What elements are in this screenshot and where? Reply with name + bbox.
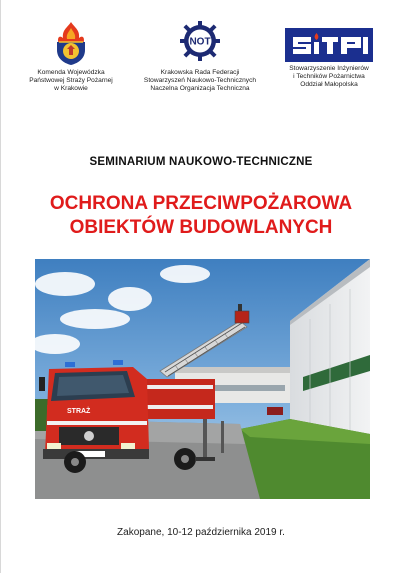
sitp-caption-line-1: Stowarzyszenie Inżynierów [289,65,369,72]
not-caption-line-1: Krakowska Rada Federacji [160,69,240,76]
sitp-caption-line-2: i Techników Pożarnictwa [293,73,365,80]
event-location-date: Zakopane, 10-12 października 2019 r. [117,527,285,538]
sitp-logo-icon [285,28,373,62]
fire-truck-aerial-ladder-photo [35,259,370,499]
psp-caption-line-1: Komenda Wojewódzka [37,69,105,76]
document-title [1,192,400,240]
organization-sitp [273,20,385,89]
organization-psp [19,20,123,93]
psp-fire-service-emblem-icon [49,20,93,66]
seminar-label: SEMINARIUM NAUKOWO-TECHNICZNE [89,156,313,168]
sitp-caption-line-3: Oddział Małopolska [300,81,358,88]
title-line-1: OCHRONA PRZECIWPOŻAROWA [49,193,353,214]
organization-not [137,20,263,93]
psp-caption-line-2: Państwowej Straży Pożarnej [29,77,113,84]
not-caption-line-2: Stowarzyszeń Naukowo-Technicznych [143,77,257,84]
photo-illustration [35,259,370,499]
title-line-2: OBIEKTÓW BUDOWLANYCH [69,217,333,238]
not-caption-line-3: Naczelna Organizacja Techniczna [150,85,250,92]
not-gear-emblem-icon [179,20,221,62]
psp-caption-line-3: w Krakowie [54,85,88,92]
truck-lettering: STRAŻ [67,408,91,415]
not-logo-text: NOT [189,36,211,48]
organizations-header [1,20,400,110]
